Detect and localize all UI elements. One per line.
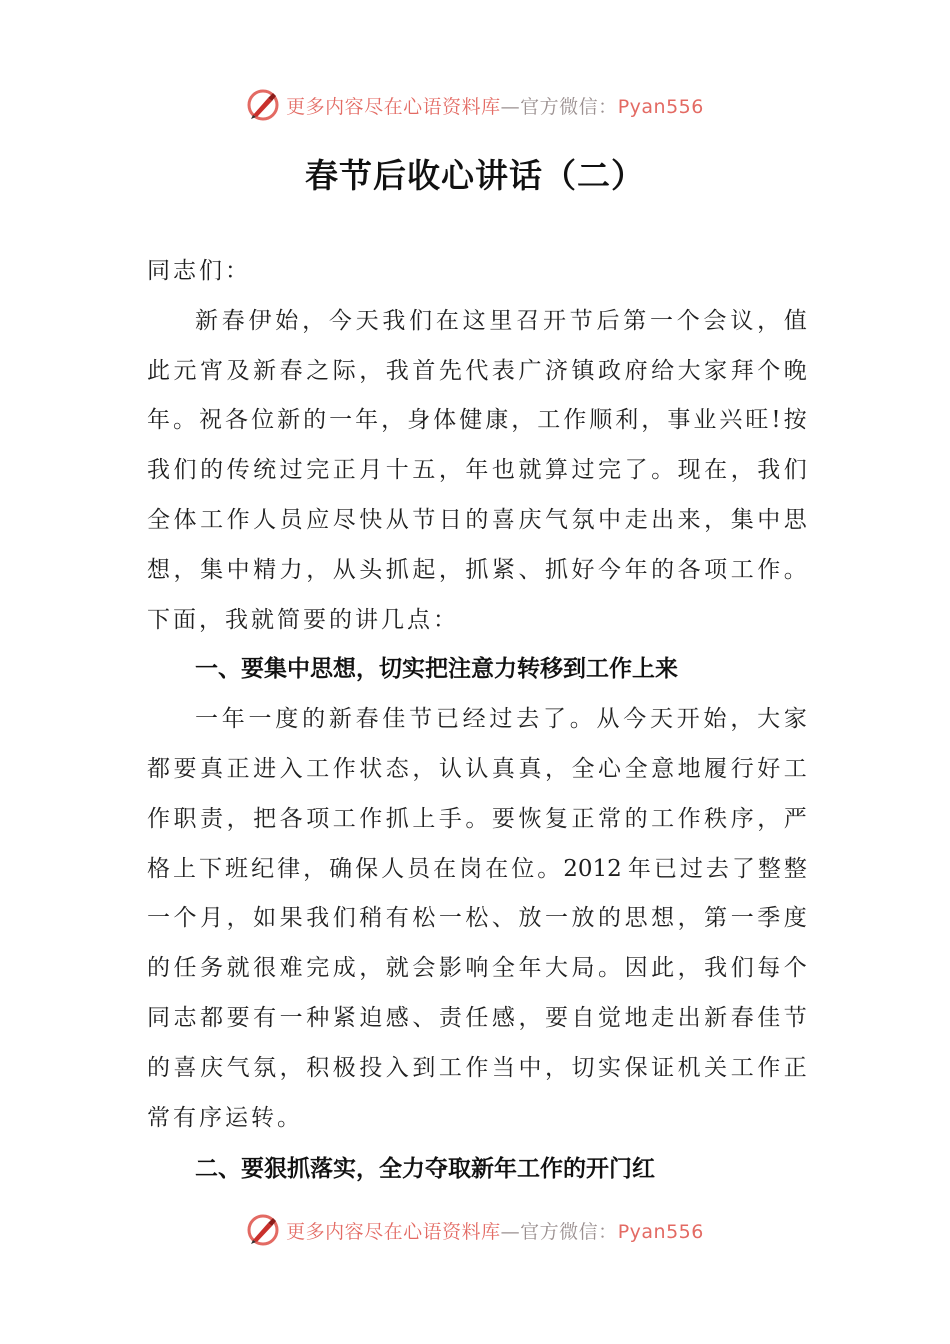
watermark-main: 更多内容尽在心语资料库 bbox=[286, 95, 501, 118]
section-heading-1: 一、要集中思想，切实把注意力转移到工作上来 bbox=[195, 656, 678, 683]
paragraph-2 bbox=[147, 695, 807, 1143]
watermark-main: 更多内容尽在心语资料库 bbox=[286, 1220, 501, 1243]
paragraph-line: 此 元 宵 及 新 春 之 际 ， 我 首 先 代 表 广 济 镇 政 府 给 大 家 拜 个 晚 bbox=[147, 357, 807, 384]
paragraph-line: 的 喜 庆 气 氛 ， 积 极 投 入 到 工 作 当 中 ， 切 实 保 证 机 关 工 作 正 bbox=[147, 1054, 807, 1081]
paragraph-line: 格 上 下 班 纪 律 ， 确 保 人 员 在 岗 在 位 。 2012 年 已 过 去 了 整 整 bbox=[147, 855, 807, 882]
paragraph-line: 的 任 务 就 很 难 完 成 ， 就 会 影 响 全 年 大 局 。 因 此 ， 我 们 每 个 bbox=[147, 955, 807, 982]
document-title: 春节后收心讲话（二） bbox=[305, 156, 645, 195]
paragraph-line: 都 要 真 正 进 入 工 作 状 态 ， 认 认 真 真 ， 全 心 全 意 地 履 行 好 工 bbox=[147, 755, 807, 782]
watermark-sep: —官方微信： bbox=[500, 1220, 618, 1243]
paragraph-line: 下面，我就简要的讲几点： bbox=[147, 606, 459, 633]
paragraph-line: 我 们 的 传 统 过 完 正 月 十 五 ， 年 也 就 算 过 完 了 。 现 在 ， 我 们 bbox=[147, 457, 807, 484]
footer-watermark bbox=[0, 1210, 950, 1250]
section-heading-2: 二、要狠抓落实，全力夺取新年工作的开门红 bbox=[195, 1156, 655, 1183]
paragraph-line: 同 志 都 要 有 一 种 紧 迫 感 、 责 任 感 ， 要 自 觉 地 走 出 新 春 佳 节 bbox=[147, 1004, 807, 1031]
pen-logo-icon bbox=[246, 1213, 280, 1247]
document-body bbox=[147, 247, 807, 1195]
watermark-text bbox=[286, 92, 704, 119]
paragraph-line: 新 春 伊 始 ， 今 天 我 们 在 这 里 召 开 节 后 第 一 个 会 议 ， 值 bbox=[195, 307, 807, 334]
paragraph-line: 一 个 月 ， 如 果 我 们 稍 有 松 一 松 、 放 一 放 的 思 想 ， 第 一 季 度 bbox=[147, 905, 807, 932]
paragraph-line: 一 年 一 度 的 新 春 佳 节 已 经 过 去 了 。 从 今 天 开 始 ， 大 家 bbox=[195, 706, 807, 733]
paragraph-line: 全 体 工 作 人 员 应 尽 快 从 节 日 的 喜 庆 气 氛 中 走 出 来 ， 集 中 思 bbox=[147, 506, 807, 533]
watermark-sep: —官方微信： bbox=[500, 95, 618, 118]
paragraph-line: 作 职 责 ， 把 各 项 工 作 抓 上 手 。 要 恢 复 正 常 的 工 作 秩 序 ， 严 bbox=[147, 805, 807, 832]
greeting: 同志们： bbox=[147, 258, 251, 284]
header-watermark bbox=[0, 85, 950, 125]
paragraph-line: 年 。 祝 各 位 新 的 一 年 ， 身 体 健 康 ， 工 作 顺 利 ， 事 业 兴 旺 ! 按 bbox=[147, 407, 807, 434]
watermark-id: Pyan556 bbox=[617, 1220, 704, 1243]
watermark-text bbox=[286, 1217, 704, 1244]
paragraph-line: 想 ， 集 中 精 力 ， 从 头 抓 起 ， 抓 紧 、 抓 好 今 年 的 各 项 工 作 。 bbox=[147, 556, 807, 583]
watermark-id: Pyan556 bbox=[617, 95, 704, 118]
paragraph-1 bbox=[147, 297, 807, 646]
pen-logo-icon bbox=[246, 88, 280, 122]
paragraph-line: 常有序运转。 bbox=[147, 1104, 303, 1131]
